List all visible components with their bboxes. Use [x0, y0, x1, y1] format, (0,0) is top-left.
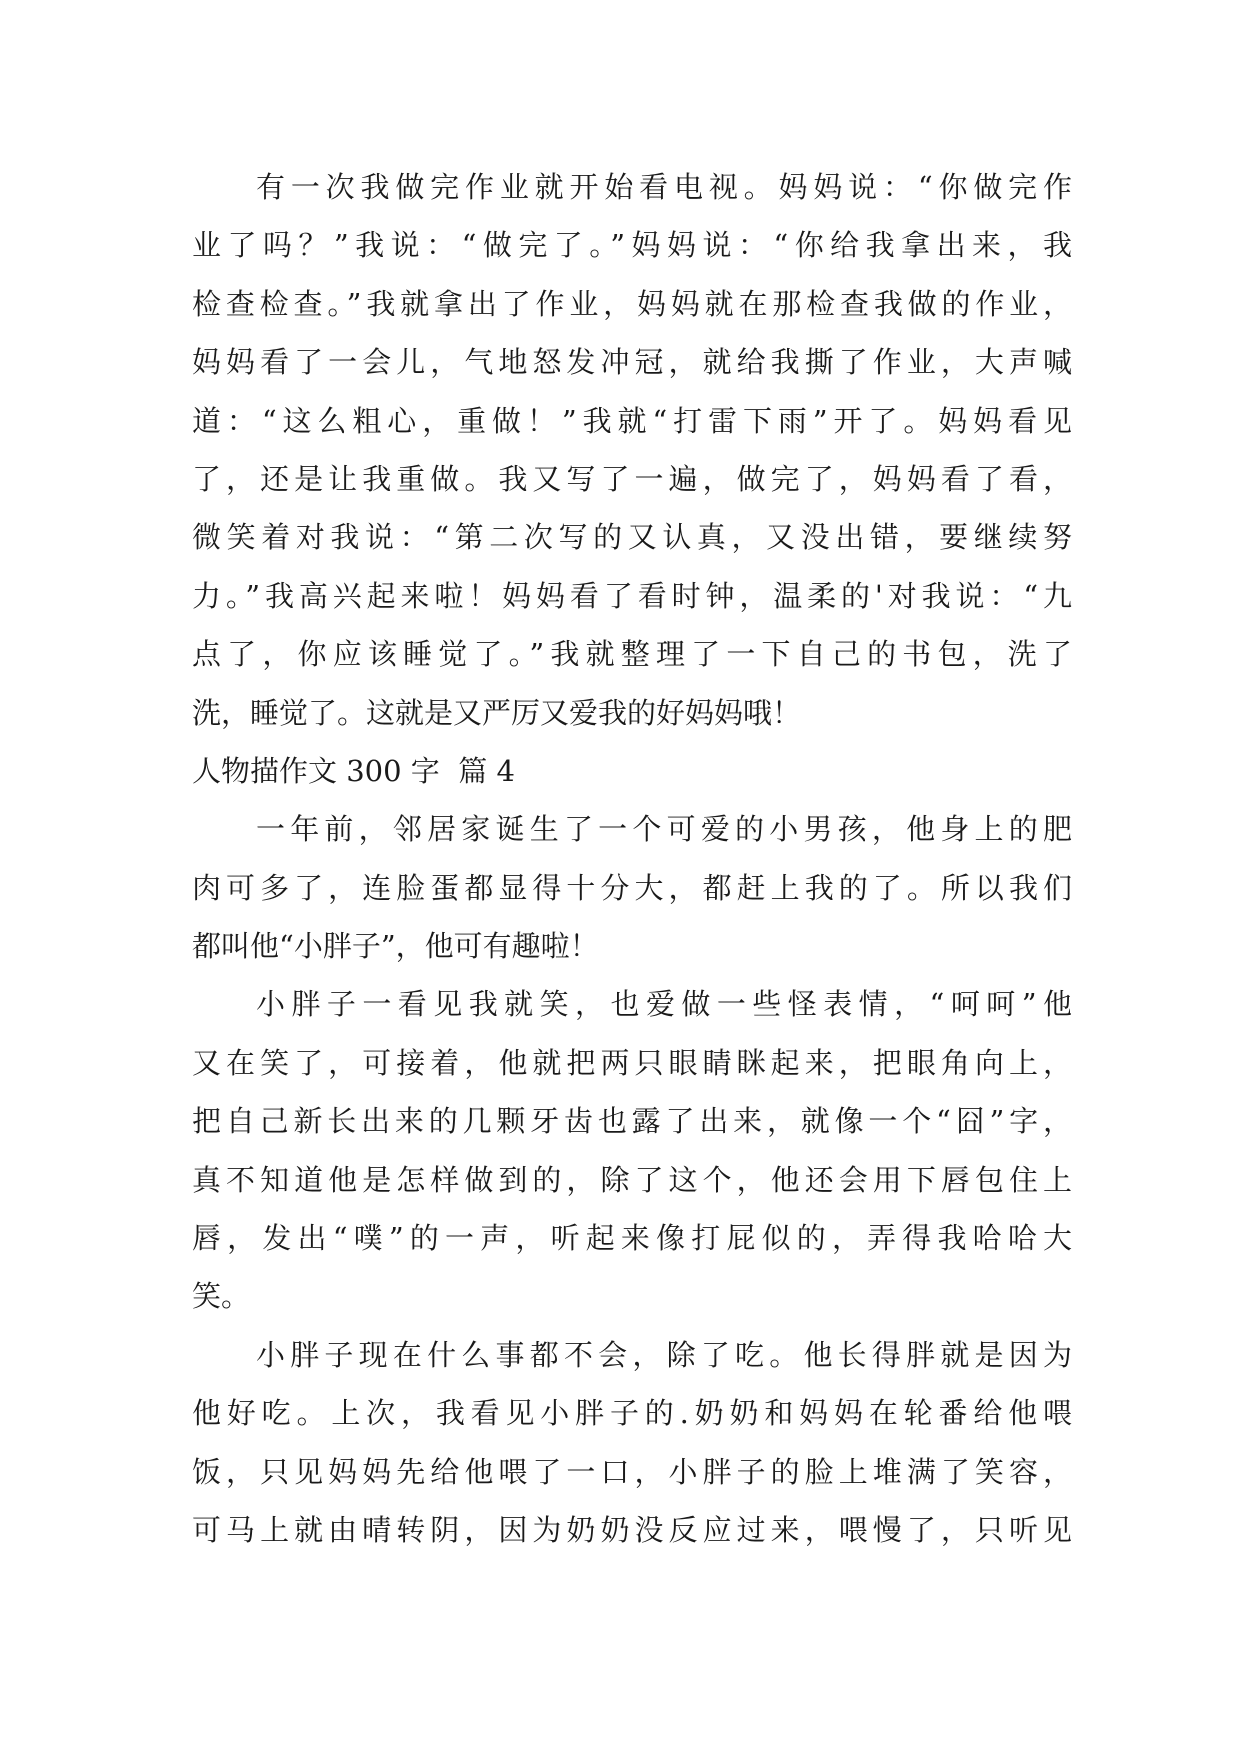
text-line: 检查检查。”我就拿出了作业，妈妈就在那检查我做的作业，	[192, 286, 1072, 321]
essay-body	[192, 158, 1072, 1559]
paragraph-eating	[192, 1326, 1072, 1560]
text-line: 点了，你应该睡觉了。”我就整理了一下自己的书包，洗了	[192, 637, 1072, 672]
text-line: 把自己新长出来的几颗牙齿也露了出来，就像一个“囧”字，	[192, 1104, 1072, 1139]
text-line: 肉可多了，连脸蛋都显得十分大，都赶上我的了。所以我们	[192, 870, 1072, 905]
text-line: 真不知道他是怎样做到的，除了这个，他还会用下唇包住上	[192, 1162, 1072, 1197]
section-heading: 人物描作文 300 字 篇 4	[192, 753, 515, 788]
text-line: 都叫他“小胖子”，他可有趣啦！	[192, 929, 599, 964]
paragraph-intro	[192, 800, 1072, 975]
text-line: 洗，睡觉了。这就是又严厉又爱我的好妈妈哦！	[192, 695, 802, 730]
text-line: 一年前，邻居家诞生了一个可爱的小男孩，他身上的肥	[256, 812, 1072, 847]
text-line: 有一次我做完作业就开始看电视。妈妈说：“你做完作	[256, 170, 1072, 204]
text-line: 可马上就由晴转阴，因为奶奶没反应过来，喂慢了，只听见	[192, 1512, 1072, 1547]
text-line: 了，还是让我重做。我又写了一遍，做完了，妈妈看了看，	[192, 461, 1072, 496]
text-line: 笑。	[192, 1279, 251, 1314]
text-line: 妈妈看了一会儿，气地怒发冲冠，就给我撕了作业，大声喊	[192, 345, 1072, 380]
text-line: 他好吃。上次，我看见小胖子的.奶奶和妈妈在轮番给他喂	[192, 1396, 1072, 1431]
text-line: 业了吗？”我说：“做完了。”妈妈说：“你给我拿出来，我	[192, 228, 1072, 263]
paragraph-mother	[192, 158, 1072, 742]
text-line: 小胖子现在什么事都不会，除了吃。他长得胖就是因为	[256, 1337, 1072, 1372]
text-line: 小胖子一看见我就笑，也爱做一些怪表情，“呵呵”他	[256, 987, 1072, 1022]
text-line: 饭，只见妈妈先给他喂了一口，小胖子的脸上堆满了笑容，	[192, 1454, 1072, 1489]
text-line: 力。”我高兴起来啦！妈妈看了看时钟，温柔的'对我说：“九	[192, 578, 1072, 613]
text-line: 道：“这么粗心，重做！”我就“打雷下雨”开了。妈妈看见	[192, 403, 1072, 438]
paragraph-faces	[192, 975, 1072, 1325]
text-line: 微笑着对我说：“第二次写的又认真，又没出错，要继续努	[192, 520, 1072, 555]
text-line: 又在笑了，可接着，他就把两只眼睛眯起来，把眼角向上，	[192, 1045, 1072, 1080]
text-line: 唇，发出“噗”的一声，听起来像打屁似的，弄得我哈哈大	[192, 1221, 1072, 1256]
